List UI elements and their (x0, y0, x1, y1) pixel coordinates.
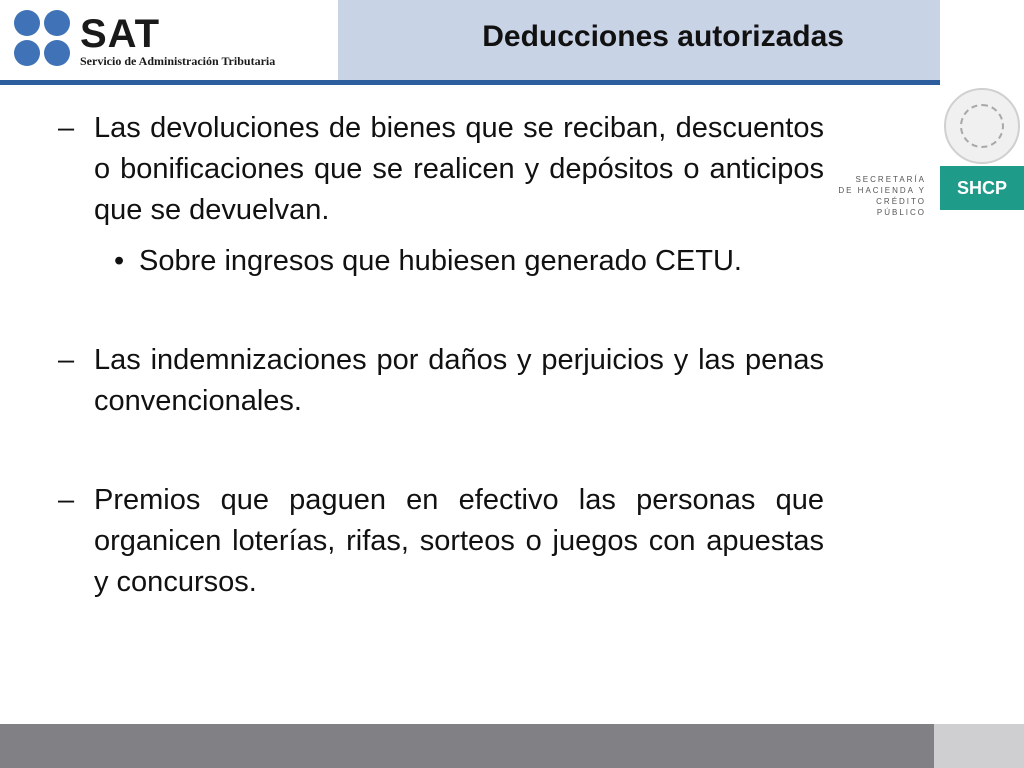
sat-logo-subtitle: Servicio de Administración Tributaria (80, 54, 276, 68)
dash-marker: – (58, 112, 75, 144)
secretaria-text (826, 174, 926, 218)
mexico-seal-icon (944, 88, 1020, 164)
list-item-indemnizaciones (58, 340, 824, 422)
seal-emblem (960, 104, 1004, 148)
dash-marker: – (58, 344, 75, 376)
secretaria-line-3: CRÉDITO PÚBLICO (876, 197, 926, 217)
slide-header (0, 0, 1024, 84)
sat-logo (0, 0, 338, 80)
footer-bar (0, 724, 934, 768)
sub-item-text: Sobre ingresos que hubiesen generado CETU. (139, 245, 742, 277)
header-right-strip (940, 0, 1024, 84)
bullet-marker: • (114, 245, 125, 277)
list-item-devoluciones (58, 108, 824, 231)
secretaria-line-1: SECRETARÍA (855, 175, 926, 184)
list-item-text: Las indemnizaciones por daños y perjuicios y las penas convencionales. (94, 344, 824, 417)
shcp-badge: SHCP (940, 166, 1024, 210)
dash-marker: – (58, 484, 75, 516)
sat-logo-text: SAT (80, 12, 161, 56)
header-divider (0, 80, 940, 85)
secretaria-line-2: DE HACIENDA Y (838, 186, 926, 195)
list-item-text: Premios que paguen en efectivo las personas que organicen loterías, rifas, sorteos o juegos con apuestas y concursos. (94, 484, 824, 598)
footer-corner (934, 724, 1024, 768)
slide-content (58, 108, 824, 603)
slide-title: Deducciones autorizadas (482, 20, 844, 53)
list-item-text: Las devoluciones de bienes que se reciban, descuentos o bonificaciones que se realicen y depósitos o anticipos que se devuelvan. (94, 112, 824, 226)
title-band (338, 0, 940, 80)
sat-dots-icon (14, 10, 72, 68)
sub-item-cetu (58, 241, 824, 282)
list-item-premios (58, 480, 824, 603)
